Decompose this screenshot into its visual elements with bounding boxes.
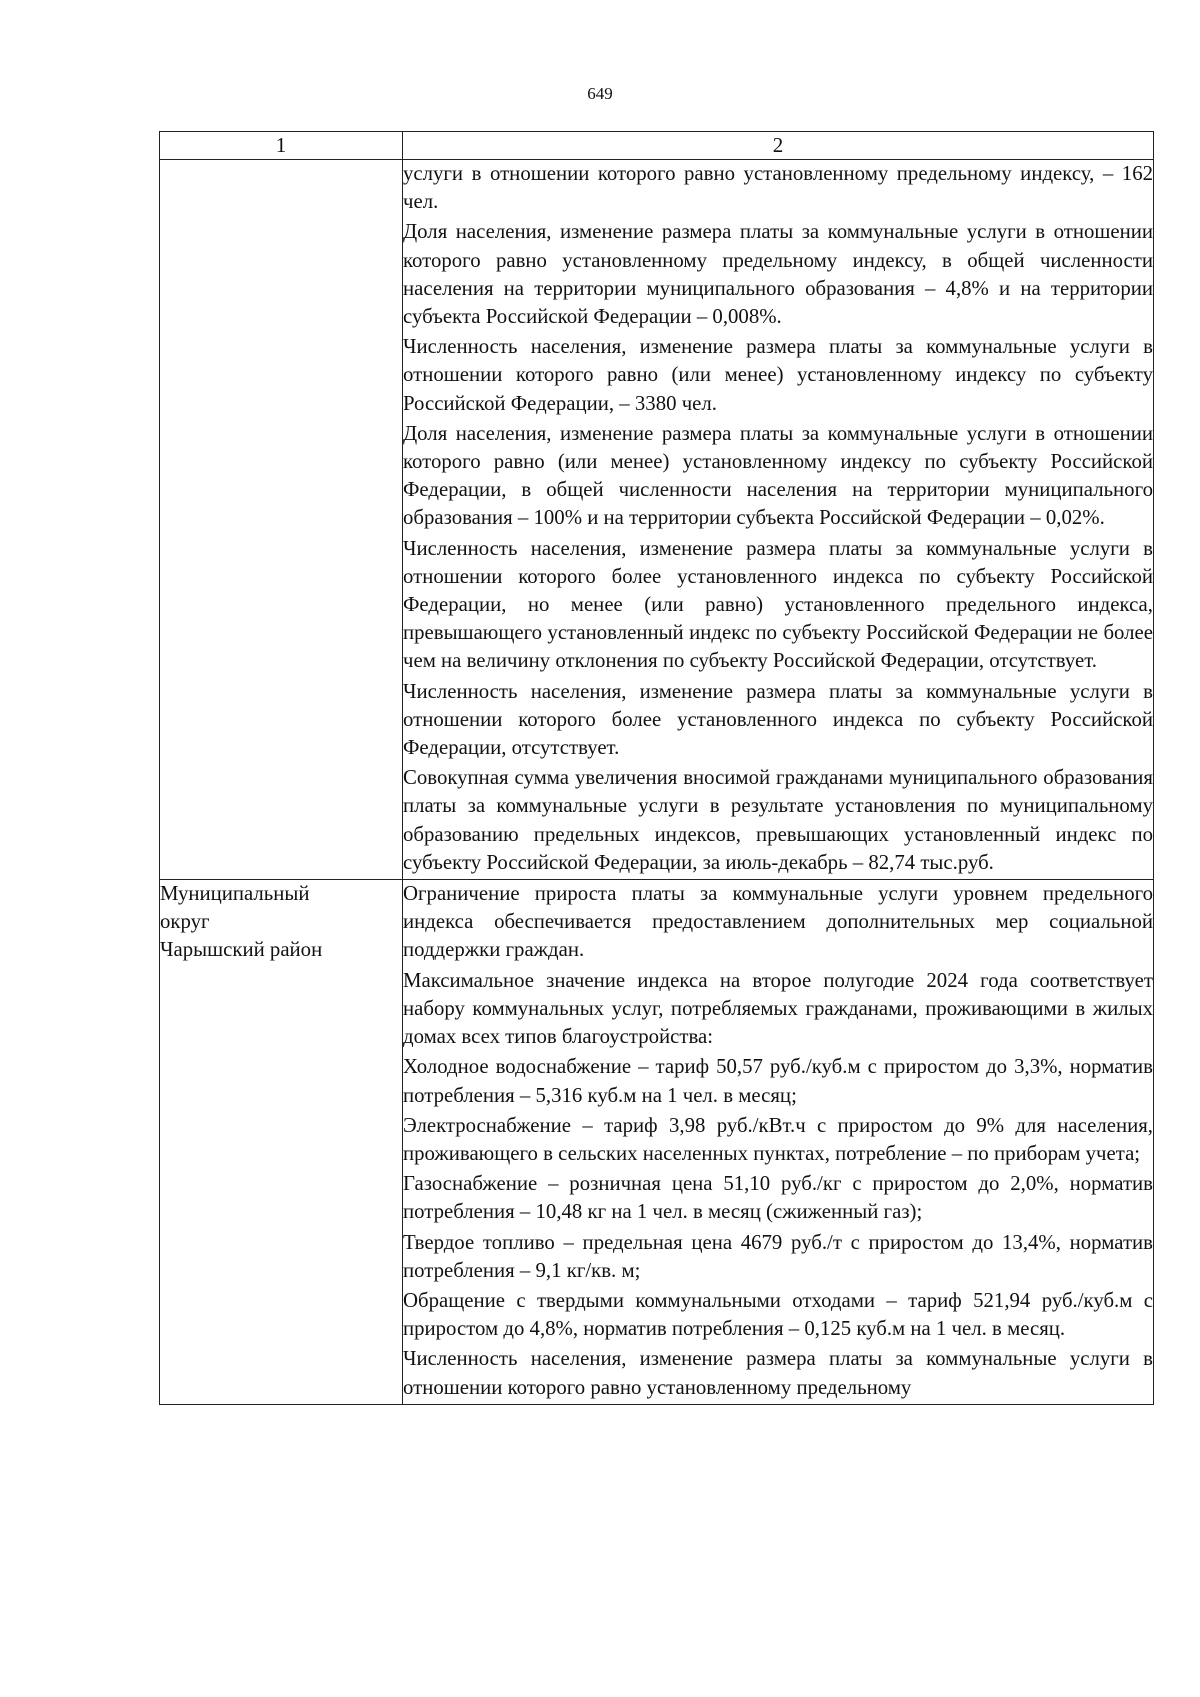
- paragraph: Максимальное значение индекса на второе полугодие 2024 года соответствует набору коммунальных услуг, потребляемых гражданами, проживающими в жилых домах всех типов благоустройства:: [403, 968, 1153, 1049]
- paragraph: Холодное водоснабжение – тариф 50,57 руб./куб.м с приростом до 3,3%, норматив потребления – 5,316 куб.м на 1 чел. в месяц;: [403, 1055, 1153, 1107]
- paragraph: Совокупная сумма увеличения вносимой гражданами муниципального образования платы за коммунальные услуги в результате установления по муниципальному образованию предельных индексов, превышающих установленный индекс по субъекту Российской Федерации, за июль-декабрь – 82,74 тыс.руб.: [403, 766, 1153, 874]
- municipality-name-line: Муниципальный: [160, 882, 310, 906]
- row-2-municipality-cell: [160, 880, 403, 1405]
- paragraph: услуги в отношении которого равно установленному предельному индексу, – 162 чел.: [403, 162, 1153, 214]
- column-header-1: 1: [160, 132, 403, 160]
- paragraph: Ограничение прироста платы за коммунальные услуги уровнем предельного индекса обеспечивается предоставлением дополнительных мер социальной поддержки граждан.: [403, 882, 1153, 962]
- table-row: [160, 880, 1154, 1405]
- paragraph: Численность населения, изменение размера платы за коммунальные услуги в отношении которого более установленного индекса по субъекту Российской Федерации, но менее (или равно) установленного предельного индекса, превышающего установленный индекс по субъекту Российской Федерации не более чем на величину отклонения по субъекту Российской Федерации, отсутствует.: [403, 536, 1153, 673]
- paragraph: Электроснабжение – тариф 3,98 руб./кВт.ч с приростом до 9% для населения, проживающего в сельских населенных пунктах, потребление – по приборам учета;: [403, 1113, 1153, 1165]
- municipality-name-line: округ: [160, 910, 210, 934]
- paragraph: Доля населения, изменение размера платы за коммунальные услуги в отношении которого равно установленному предельному индексу, в общей численности населения на территории муниципального образования – 4,8% и на территории субъекта Российской Федерации – 0,008%.: [403, 220, 1153, 329]
- row-2-description-cell: [403, 880, 1154, 1405]
- table-header-row: [160, 132, 1154, 160]
- data-table: [159, 131, 1154, 1405]
- municipality-name-line: Чарышский район: [160, 938, 323, 962]
- paragraph: Численность населения, изменение размера платы за коммунальные услуги в отношении которого равно (или менее) установленному индексу по субъекту Российской Федерации, – 3380 чел.: [403, 335, 1153, 415]
- paragraph: Газоснабжение – розничная цена 51,10 руб./кг с приростом до 2,0%, норматив потребления – 10,48 кг на 1 чел. в месяц (сжиженный газ);: [403, 1172, 1153, 1224]
- paragraph: Численность населения, изменение размера платы за коммунальные услуги в отношении которого более установленного индекса по субъекту Российской Федерации, отсутствует.: [403, 679, 1153, 760]
- row-1-description-cell: [403, 160, 1154, 880]
- row-1-municipality-cell: [160, 160, 403, 880]
- table-row: [160, 160, 1154, 880]
- page-number: 649: [587, 84, 613, 103]
- paragraph: Доля населения, изменение размера платы за коммунальные услуги в отношении которого равно (или менее) установленному индексу по субъекту Российской Федерации, в общей численности населения на территории муниципального образования – 100% и на территории субъекта Российской Федерации – 0,02%.: [403, 421, 1153, 530]
- paragraph: Численность населения, изменение размера платы за коммунальные услуги в отношении которого равно установленному предельному: [403, 1347, 1153, 1399]
- paragraph: Твердое топливо – предельная цена 4679 руб./т с приростом до 13,4%, норматив потребления – 9,1 кг/кв. м;: [403, 1230, 1153, 1282]
- column-header-2: 2: [403, 132, 1154, 160]
- paragraph: Обращение с твердыми коммунальными отходами – тариф 521,94 руб./куб.м с приростом до 4,8%, норматив потребления – 0,125 куб.м на 1 чел. в месяц.: [403, 1288, 1153, 1341]
